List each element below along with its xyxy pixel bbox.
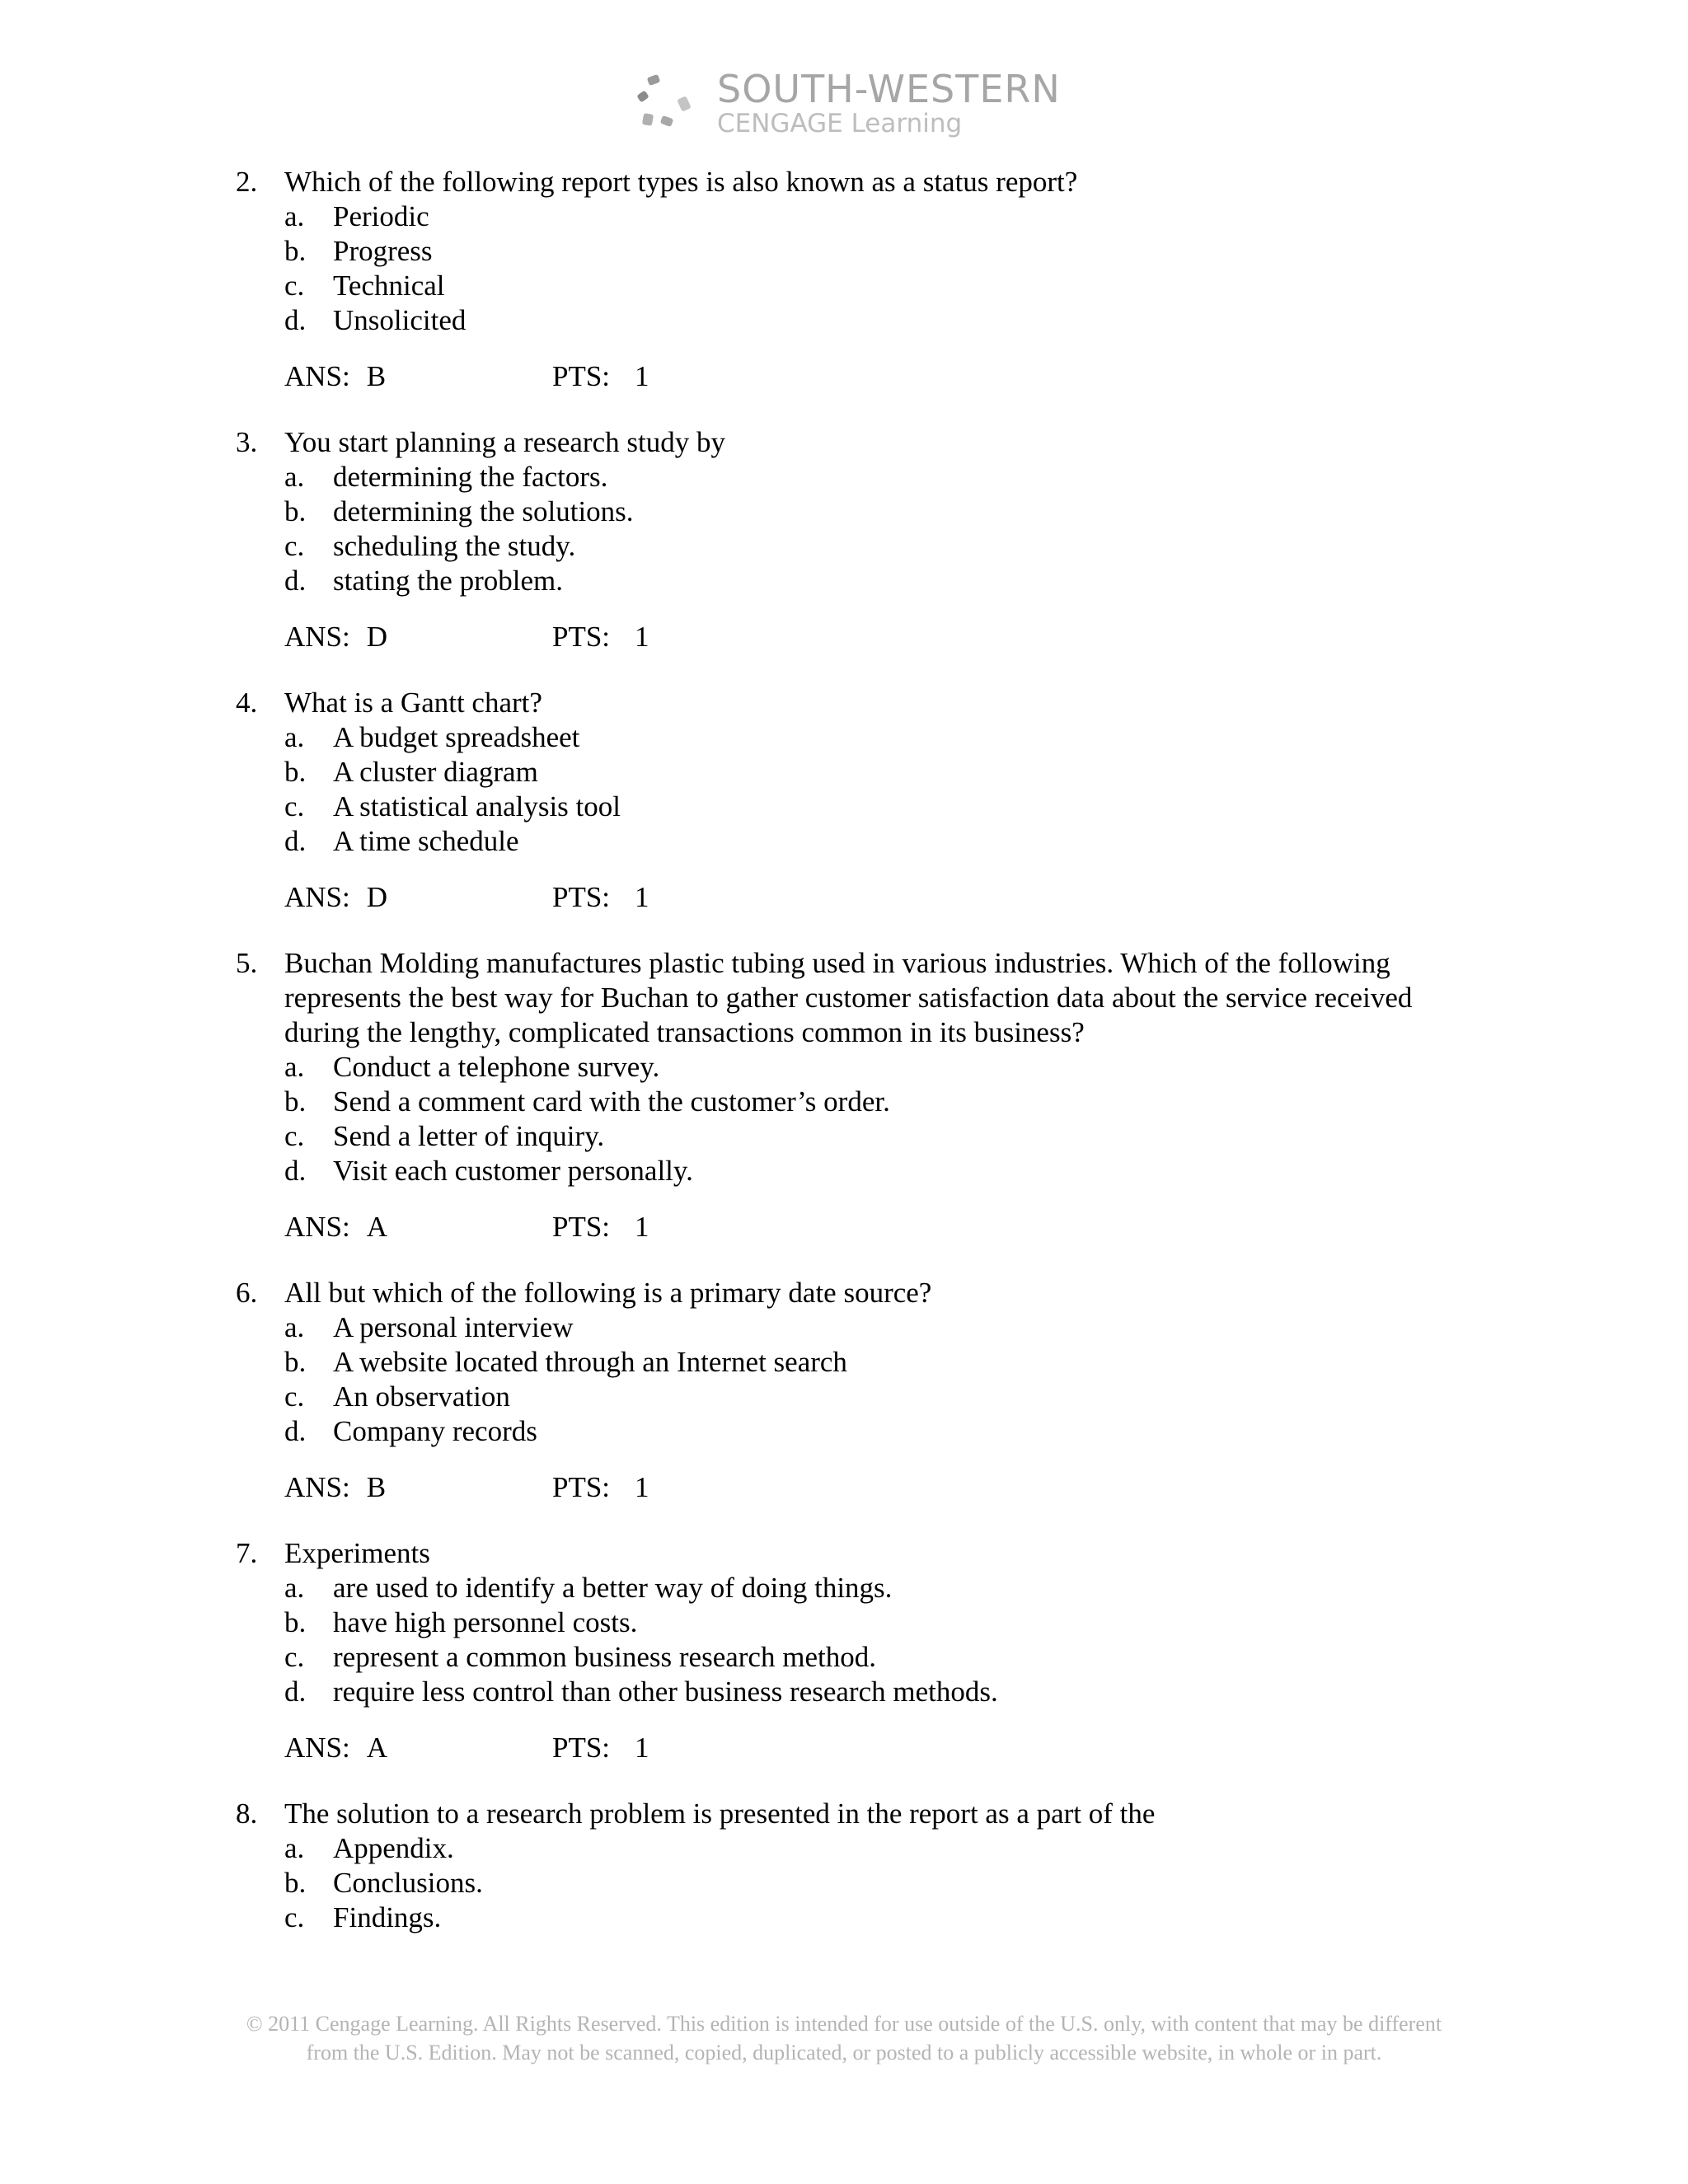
answer-option [0, 460, 1688, 494]
option-text: Technical [333, 269, 445, 302]
answer-key-row [0, 880, 1688, 915]
question-header [0, 1536, 1688, 1571]
option-letter: c. [284, 1901, 305, 1933]
option-text: A budget spreadsheet [333, 721, 580, 753]
answer-key [284, 359, 386, 394]
option-letter: b. [284, 756, 307, 788]
answer-option [0, 1380, 1688, 1414]
copyright-line-1: © 2011 Cengage Learning. All Rights Reserved. This edition is intended for use outside of the U.S. only, with content that may be different [246, 2012, 1442, 2036]
option-letter: d. [284, 304, 307, 336]
answer-key [284, 620, 387, 654]
option-text: Send a comment card with the customer’s order. [333, 1085, 890, 1118]
option-letter: b. [284, 1085, 307, 1118]
pts-value: 1 [635, 360, 649, 392]
option-text: Conclusions. [333, 1867, 483, 1899]
option-text: Unsolicited [333, 304, 467, 336]
answer-key-row [0, 1210, 1688, 1244]
answer-option [0, 1414, 1688, 1449]
option-letter: c. [284, 530, 305, 562]
option-text: Periodic [333, 200, 429, 232]
option-letter: b. [284, 235, 307, 267]
pts-value: 1 [635, 1732, 649, 1764]
option-text: stating the problem. [333, 565, 563, 597]
option-text: Conduct a telephone survey. [333, 1051, 660, 1083]
option-text: scheduling the study. [333, 530, 576, 562]
points [552, 620, 649, 654]
question-list [0, 165, 1688, 1966]
answer-option [0, 1154, 1688, 1188]
option-letter: a. [284, 1572, 305, 1604]
option-text: Appendix. [333, 1832, 454, 1864]
option-text: have high personnel costs. [333, 1606, 638, 1638]
question-number: 2. [236, 166, 258, 198]
answer-option [0, 1571, 1688, 1605]
question-header [0, 946, 1688, 1050]
question-header [0, 1276, 1688, 1310]
ans-label: ANS: [284, 360, 350, 392]
question-text: Experiments [284, 1537, 430, 1569]
answer-option [0, 1640, 1688, 1675]
answer-key [284, 1731, 387, 1765]
pts-value: 1 [635, 621, 649, 653]
option-letter: a. [284, 1051, 305, 1083]
answer-option [0, 1831, 1688, 1866]
ans-value: D [366, 621, 388, 653]
question-number: 6. [236, 1277, 258, 1309]
pts-label: PTS: [552, 1211, 611, 1243]
option-text: A time schedule [333, 825, 519, 857]
ans-value: A [366, 1732, 388, 1764]
brand-name: SOUTH-WESTERN [717, 67, 1061, 111]
answer-option [0, 1050, 1688, 1085]
ans-value: B [366, 360, 387, 392]
answer-option [0, 199, 1688, 234]
answer-option [0, 720, 1688, 755]
question-item [0, 686, 1688, 915]
answer-key [284, 1210, 387, 1244]
answer-option [0, 790, 1688, 824]
answer-key [284, 880, 387, 915]
answer-option [0, 1675, 1688, 1709]
question-item [0, 1536, 1688, 1765]
option-text: A website located through an Internet search [333, 1346, 847, 1378]
option-text: A cluster diagram [333, 756, 538, 788]
option-letter: a. [284, 200, 305, 232]
answer-key-row [0, 1470, 1688, 1505]
option-text: determining the solutions. [333, 495, 634, 527]
option-text: Progress [333, 235, 433, 267]
copyright-line-2: from the U.S. Edition. May not be scanned, copied, duplicated, or posted to a publicly accessible website, in whole or in part. [306, 2041, 1382, 2064]
question-header [0, 425, 1688, 460]
question-number: 8. [236, 1797, 258, 1830]
option-text: determining the factors. [333, 461, 608, 493]
option-letter: d. [284, 825, 307, 857]
question-item [0, 1797, 1688, 1935]
answer-option [0, 303, 1688, 338]
option-text: Visit each customer personally. [333, 1155, 693, 1187]
answer-option [0, 1900, 1688, 1935]
pts-value: 1 [635, 1471, 649, 1503]
answer-key-row [0, 1731, 1688, 1765]
option-text: Findings. [333, 1901, 442, 1933]
option-text: represent a common business research method. [333, 1641, 876, 1673]
question-item [0, 946, 1688, 1244]
option-letter: c. [284, 1120, 305, 1152]
answer-option [0, 564, 1688, 598]
ans-value: A [366, 1211, 388, 1243]
points [552, 880, 649, 915]
points [552, 359, 649, 394]
option-text: Company records [333, 1415, 537, 1447]
pts-label: PTS: [552, 1732, 611, 1764]
question-text: The solution to a research problem is presented in the report as a part of the [284, 1797, 1156, 1830]
option-letter: d. [284, 1415, 307, 1447]
question-item [0, 165, 1688, 394]
answer-option [0, 755, 1688, 790]
brand-subtitle: CENGAGE Learning [717, 109, 963, 138]
answer-option [0, 1085, 1688, 1119]
option-letter: a. [284, 1311, 305, 1343]
option-letter: a. [284, 721, 305, 753]
points [552, 1731, 649, 1765]
answer-option [0, 1866, 1688, 1900]
question-number: 3. [236, 426, 258, 458]
option-text: A statistical analysis tool [333, 790, 621, 823]
answer-option [0, 494, 1688, 529]
question-text: What is a Gantt chart? [284, 687, 542, 719]
option-letter: b. [284, 1606, 307, 1638]
answer-option [0, 1310, 1688, 1345]
option-letter: d. [284, 1675, 307, 1708]
pts-label: PTS: [552, 360, 611, 392]
page-header [0, 66, 1688, 140]
option-text: require less control than other business research methods. [333, 1675, 998, 1708]
question-number: 4. [236, 687, 258, 719]
option-letter: d. [284, 1155, 307, 1187]
question-item [0, 425, 1688, 654]
question-item [0, 1276, 1688, 1505]
option-letter: c. [284, 1380, 305, 1413]
ans-label: ANS: [284, 1211, 350, 1243]
ans-label: ANS: [284, 1732, 350, 1764]
option-text: An observation [333, 1380, 510, 1413]
answer-option [0, 1605, 1688, 1640]
option-letter: c. [284, 790, 305, 823]
answer-option [0, 824, 1688, 859]
question-header [0, 686, 1688, 720]
option-letter: c. [284, 269, 305, 302]
pts-value: 1 [635, 881, 649, 913]
option-letter: a. [284, 461, 305, 493]
option-text: are used to identify a better way of doing things. [333, 1572, 893, 1604]
answer-option [0, 269, 1688, 303]
option-letter: a. [284, 1832, 305, 1864]
question-header [0, 1797, 1688, 1831]
answer-option [0, 1119, 1688, 1154]
option-letter: b. [284, 1346, 307, 1378]
answer-key-row [0, 620, 1688, 654]
question-header [0, 165, 1688, 199]
option-letter: d. [284, 565, 307, 597]
ans-label: ANS: [284, 621, 350, 653]
points [552, 1210, 649, 1244]
question-text: You start planning a research study by [284, 426, 725, 458]
option-letter: c. [284, 1641, 305, 1673]
question-text: Which of the following report types is also known as a status report? [284, 166, 1078, 198]
answer-key [284, 1470, 386, 1505]
pts-label: PTS: [552, 881, 611, 913]
answer-key-row [0, 359, 1688, 394]
answer-option [0, 234, 1688, 269]
option-letter: b. [284, 495, 307, 527]
cengage-logo-icon [636, 74, 707, 134]
ans-value: D [366, 881, 388, 913]
question-text: All but which of the following is a primary date source? [284, 1277, 932, 1309]
question-number: 5. [236, 947, 258, 979]
ans-label: ANS: [284, 1471, 350, 1503]
answer-option [0, 529, 1688, 564]
option-letter: b. [284, 1867, 307, 1899]
pts-label: PTS: [552, 621, 611, 653]
option-text: Send a letter of inquiry. [333, 1120, 605, 1152]
question-text: Buchan Molding manufactures plastic tubing used in various industries. Which of the following represents the best way for Buchan to gather customer satisfaction data about the service received during the lengthy, complicated transactions common in its business? [284, 947, 1413, 1048]
answer-option [0, 1345, 1688, 1380]
question-number: 7. [236, 1537, 258, 1569]
option-text: A personal interview [333, 1311, 574, 1343]
pts-value: 1 [635, 1211, 649, 1243]
copyright-footer [0, 2009, 1688, 2067]
ans-value: B [366, 1471, 387, 1503]
ans-label: ANS: [284, 881, 350, 913]
points [552, 1470, 649, 1505]
pts-label: PTS: [552, 1471, 611, 1503]
